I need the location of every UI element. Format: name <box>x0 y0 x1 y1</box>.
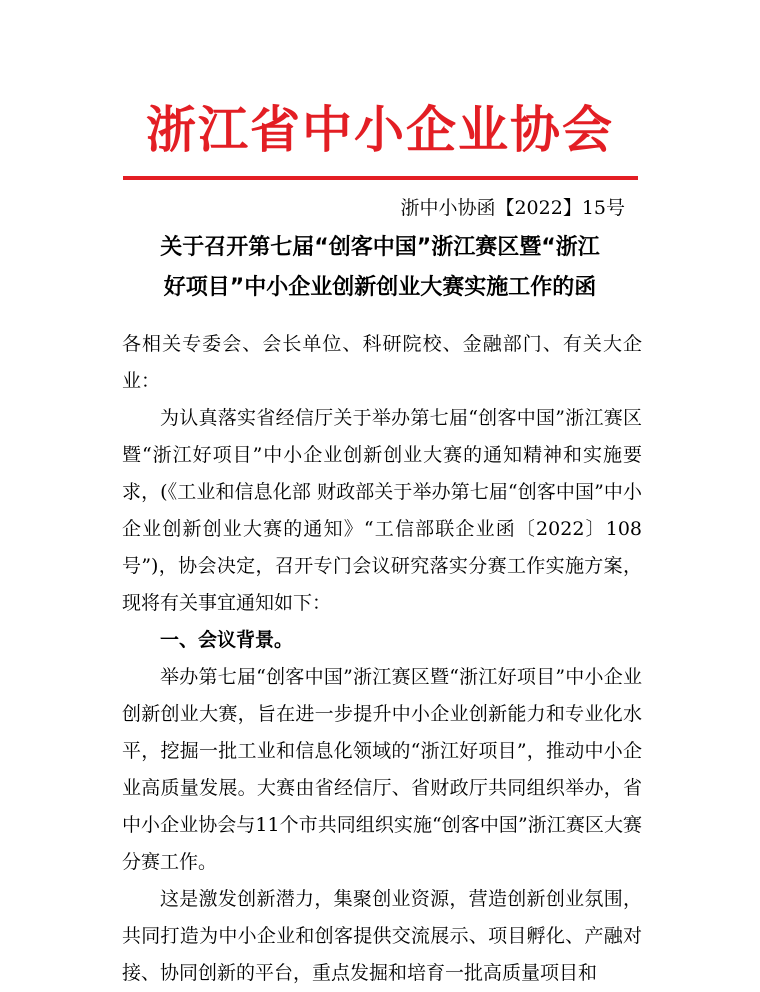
document-title-line1: 关于召开第七届“创客中国”浙江赛区暨“浙江 <box>160 235 600 260</box>
organization-letterhead: 浙江省中小企业协会 <box>146 101 614 159</box>
document-title-line2: 好项目”中小企业创新创业大赛实施工作的函 <box>163 275 597 300</box>
paragraph-intro: 为认真落实省经信厅关于举办第七届“创客中国”浙江赛区暨“浙江好项目”中小企业创新创业大赛的通知精神和实施要求，(《工业和信息化部 财政部关于举办第七届“创客中国”中小企业创新创业大赛的通知》“工信部联企业函〔2022〕108号”)，协会决定，召开专门会议研究落实分赛工作实施方案，现将有关事宜通知如下： <box>122 407 642 614</box>
section-heading-background: 一、会议背景。 <box>160 629 294 651</box>
red-divider-line <box>123 176 638 180</box>
document-title <box>100 228 660 308</box>
paragraph-purpose: 这是激发创新潜力，集聚创业资源，营造创新创业氛围，共同打造为中小企业和创客提供交流展示、项目孵化、产融对接、协同创新的平台，重点发掘和培育一批高质量项目和 <box>122 888 642 984</box>
paragraph-background: 举办第七届“创客中国”浙江赛区暨“浙江好项目”中小企业创新创业大赛，旨在进一步提升中小企业创新能力和专业化水平，挖掘一批工业和信息化领域的“浙江好项目”，推动中小企业高质量发展。大赛由省经信厅、省财政厅共同组织举办，省中小企业协会与11个市共同组织实施“创客中国”浙江赛区大赛分赛工作。 <box>122 666 642 873</box>
salutation: 各相关专委会、会长单位、科研院校、金融部门、有关大企业： <box>122 333 642 392</box>
document-number: 浙中小协函【2022】15号 <box>400 197 625 219</box>
document-body <box>122 326 642 992</box>
